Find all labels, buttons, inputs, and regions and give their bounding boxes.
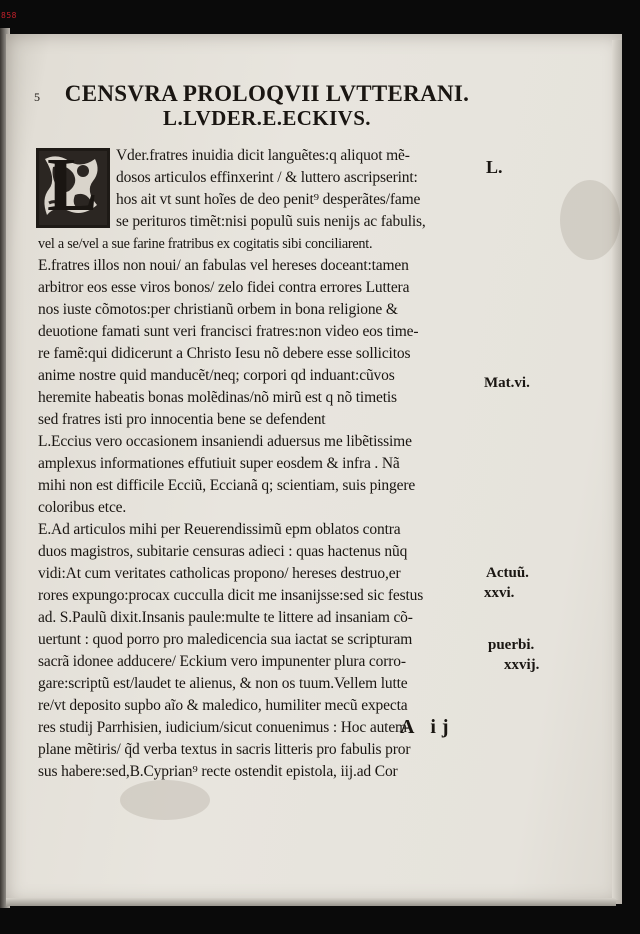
text-line: dosos articulos effinxerint / & luttero ascripserint: xyxy=(116,169,418,186)
paper-stain xyxy=(120,780,210,820)
margin-note: Mat.vi. xyxy=(484,375,530,391)
text-line: hos ait vt sunt hoĩes de deo penit⁹ desperãtes/fame xyxy=(116,191,421,208)
text-line: deuotione famati sunt veri francisci fratres:non video eos time- xyxy=(38,323,419,340)
margin-note: xxvi. xyxy=(484,585,515,601)
text-line: sus habere:sed,B.Cyprian⁹ recte ostendit epistola, iij.ad Cor xyxy=(38,763,398,780)
decorated-initial xyxy=(36,143,110,228)
text-line: arbitror eos esse viros bonos/ zelo fidei contra errores Luttera xyxy=(38,279,410,296)
text-line: Vder.fratres inuidia dicit languẽtes:q aliquot mẽ- xyxy=(116,147,410,164)
text-line: rores expungo:procax cucculla dicit me insanijsse:sed sic festus xyxy=(38,587,424,604)
margin-note: xxvij. xyxy=(504,657,540,673)
text-line: ad. S.Paulũ dixit.Insanis paule:multe te littere ad insaniam cõ- xyxy=(38,609,413,626)
title-line-2: L.LVDER.E.ECKIVS. xyxy=(163,106,371,130)
text-line: E.Ad articulos mihi per Reuerendissimũ epm oblatos contra xyxy=(38,521,401,538)
text-line: re famẽ:qui didicerunt a Christo Iesu nõ debere esse sollicitos xyxy=(38,345,411,362)
page-bottom-edge xyxy=(6,898,616,906)
text-line: L.Eccius vero occasionem insaniendi aduersus me libẽtissime xyxy=(38,433,412,450)
text-line: E.fratres illos non noui/ an fabulas vel hereses doceant:tamen xyxy=(38,257,409,274)
text-line: res studij Parrhisien, iudicium/sicut conuenimus : Hoc autem xyxy=(38,719,407,736)
text-line: vel a se/vel a sue farine fratribus ex cogitatis sibi conciliarent. xyxy=(38,236,373,252)
text-line: mihi non est difficile Ecciũ, Eccianã q; scientiam, suis pingere xyxy=(38,477,416,494)
text-line: anime nostre quid manducẽt/neq; corpori qd induant:cũvos xyxy=(38,367,395,384)
text-line: amplexus informationes effutiuit super eosdem & infra . Nã xyxy=(38,455,400,472)
text-line: uertunt : quod porro pro maledicencia sua iactat se scripturam xyxy=(38,631,413,648)
scan-corner-mark: 858 xyxy=(1,11,17,20)
text-line: gare:scriptũ est/laudet te alienus, & non os tuum.Vellem lutte xyxy=(38,675,408,692)
left-margin-mark: 5 xyxy=(34,90,40,104)
text-line: se perituros timẽt:nisi populũ suis nenijs ac fabulis, xyxy=(116,213,426,230)
initial-letter: L xyxy=(47,143,98,227)
text-line: vidi:At cum veritates catholicas propono/ hereses destruo,er xyxy=(38,565,401,582)
margin-note: puerbi. xyxy=(488,637,535,653)
text-line: duos magistros, subitarie censuras adieci : quas hactenus nũq xyxy=(38,543,408,560)
text-line: sed fratres isti pro innocentia bene se defendent xyxy=(38,411,326,428)
text-line: re/vt deposito supbo aĩo & maledico, humiliter mecũ expecta xyxy=(38,697,408,714)
signature-mark: A ij xyxy=(400,716,455,738)
page-title xyxy=(62,82,472,130)
paper-stain xyxy=(560,180,620,260)
title-line-1: CENSVRA PROLOQVII LVTTERANI. xyxy=(64,81,470,106)
text-line: sacrã idonee adducere/ Eckium vero impunenter plura corro- xyxy=(38,653,406,670)
page-right-edge xyxy=(612,40,622,900)
text-line: nos iuste cõmotos:per christianũ orbem in bona religione & xyxy=(38,301,398,318)
text-line: coloribus etce. xyxy=(38,499,127,516)
text-line: heremite habeatis bonas molẽdinas/nõ mirũ est q nõ timetis xyxy=(38,389,397,406)
text-line: plane mẽtiris/ q̃d verba textus in sacris litteris pro fabulis pror xyxy=(38,741,411,758)
margin-note: Actuũ. xyxy=(486,565,529,581)
margin-note: L. xyxy=(486,157,503,177)
